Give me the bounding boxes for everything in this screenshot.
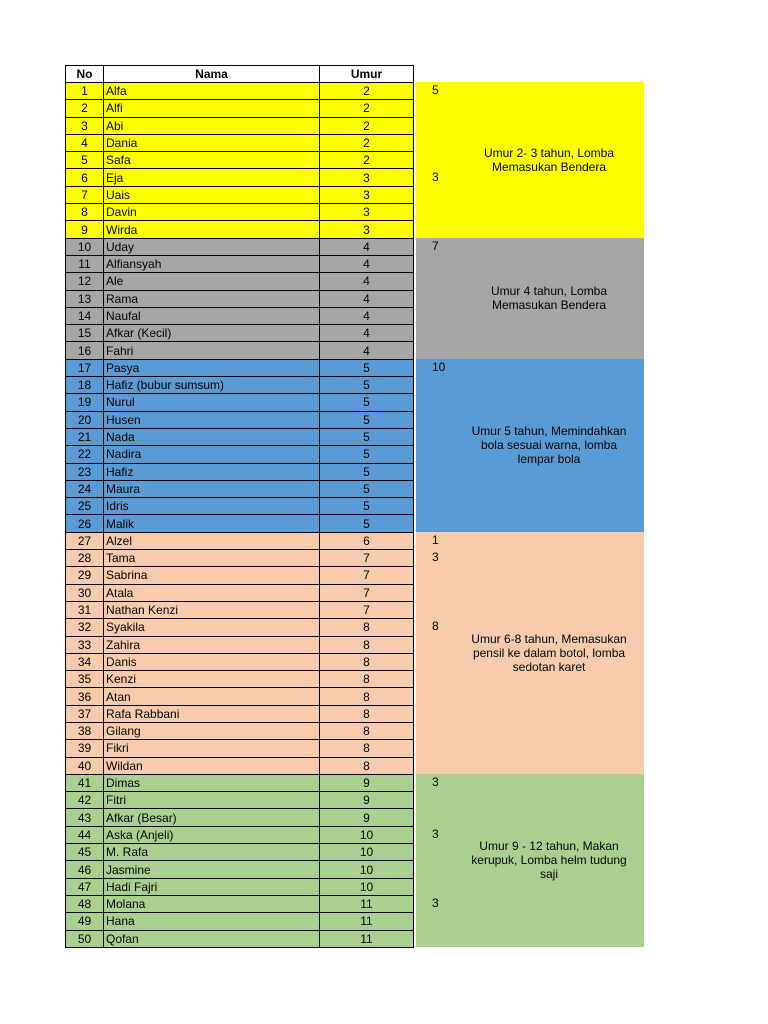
cell-no[interactable]: 14 — [66, 307, 104, 324]
cell-no[interactable]: 8 — [66, 204, 104, 221]
cell-name[interactable]: Hafiz — [104, 463, 320, 480]
cell-name[interactable]: Molana — [104, 895, 320, 912]
cell-age[interactable]: 4 — [320, 342, 414, 359]
cell-name[interactable]: Husen — [104, 411, 320, 428]
group-count: 3 — [432, 826, 439, 841]
table-row — [66, 550, 414, 567]
group-description: Umur 6-8 tahun, Memasukan pensil ke dalam botol, lomba sedotan karet — [471, 631, 627, 674]
table-row — [66, 567, 414, 584]
cell-age[interactable]: 2 — [320, 83, 414, 100]
cell-age[interactable]: 8 — [320, 757, 414, 774]
group-count: 7 — [432, 238, 439, 253]
cell-name[interactable]: Wildan — [104, 757, 320, 774]
cell-name[interactable]: Ale — [104, 273, 320, 290]
cell-age[interactable]: 5 — [320, 446, 414, 463]
cell-name[interactable]: Abi — [104, 117, 320, 134]
table-row — [66, 186, 414, 203]
cell-age[interactable]: 5 — [320, 480, 414, 497]
cell-age[interactable]: 4 — [320, 238, 414, 255]
cell-no[interactable]: 45 — [66, 844, 104, 861]
cell-age[interactable]: 8 — [320, 636, 414, 653]
table-row — [66, 601, 414, 618]
table-row — [66, 688, 414, 705]
participant-table — [65, 65, 414, 948]
group-count: 3 — [432, 169, 439, 184]
cell-name[interactable]: Qofan — [104, 930, 320, 947]
table-row — [66, 290, 414, 307]
table-row — [66, 411, 414, 428]
cell-age[interactable]: 8 — [320, 722, 414, 739]
cell-age[interactable]: 5 — [320, 515, 414, 532]
table-row — [66, 342, 414, 359]
cell-age[interactable]: 7 — [320, 601, 414, 618]
cell-no[interactable]: 23 — [66, 463, 104, 480]
group-description: Umur 9 - 12 tahun, Makan kerupuk, Lomba helm tudung saji — [471, 839, 627, 882]
group-block-yellow — [416, 82, 644, 238]
table-row — [66, 636, 414, 653]
cell-age[interactable]: 4 — [320, 255, 414, 272]
table-row — [66, 913, 414, 930]
table-row — [66, 844, 414, 861]
cell-name[interactable]: Kenzi — [104, 671, 320, 688]
table-row — [66, 325, 414, 342]
group-block-peach — [416, 532, 644, 774]
cell-name[interactable]: Uday — [104, 238, 320, 255]
cell-no[interactable]: 2 — [66, 100, 104, 117]
cell-no[interactable]: 46 — [66, 861, 104, 878]
cell-age[interactable]: 11 — [320, 913, 414, 930]
cell-age[interactable]: 7 — [320, 567, 414, 584]
cell-no[interactable]: 13 — [66, 290, 104, 307]
group-count: 10 — [432, 359, 446, 374]
group-count: 5 — [432, 83, 439, 97]
cell-age[interactable]: 8 — [320, 740, 414, 757]
cell-name[interactable]: Dimas — [104, 774, 320, 791]
cell-no[interactable]: 26 — [66, 515, 104, 532]
cell-age[interactable]: 11 — [320, 930, 414, 947]
cell-age[interactable]: 2 — [320, 117, 414, 134]
cell-age[interactable]: 2 — [320, 100, 414, 117]
cell-age[interactable]: 4 — [320, 290, 414, 307]
cell-name[interactable]: Hafiz (bubur sumsum) — [104, 377, 320, 394]
cell-name[interactable]: Alfi — [104, 100, 320, 117]
cell-age[interactable]: 10 — [320, 861, 414, 878]
cell-no[interactable]: 30 — [66, 584, 104, 601]
cell-no[interactable]: 25 — [66, 498, 104, 515]
cell-age[interactable]: 3 — [320, 204, 414, 221]
cell-name[interactable]: Naufal — [104, 307, 320, 324]
cell-no[interactable]: 35 — [66, 671, 104, 688]
cell-no[interactable]: 47 — [66, 878, 104, 895]
table-row — [66, 359, 414, 376]
cell-no[interactable]: 41 — [66, 774, 104, 791]
cell-no[interactable]: 42 — [66, 792, 104, 809]
cell-name[interactable]: M. Rafa — [104, 844, 320, 861]
cell-no[interactable]: 24 — [66, 480, 104, 497]
group-count: 1 — [432, 532, 439, 547]
table-row — [66, 83, 414, 100]
cell-no[interactable]: 18 — [66, 377, 104, 394]
cell-no[interactable]: 50 — [66, 930, 104, 947]
cell-name[interactable]: Uais — [104, 186, 320, 203]
table-row — [66, 722, 414, 739]
table-row — [66, 394, 414, 411]
cell-age[interactable]: 3 — [320, 186, 414, 203]
cell-name[interactable]: Hadi Fajri — [104, 878, 320, 895]
cell-age[interactable]: 8 — [320, 705, 414, 722]
cell-age[interactable]: 2 — [320, 134, 414, 151]
table-row — [66, 740, 414, 757]
cell-age[interactable]: 4 — [320, 325, 414, 342]
table-row — [66, 480, 414, 497]
group-description: Umur 5 tahun, Memindahkan bola sesuai warna, lomba lempar bola — [471, 424, 627, 467]
cell-name[interactable]: Wirda — [104, 221, 320, 238]
cell-age[interactable]: 9 — [320, 774, 414, 791]
cell-age[interactable]: 2 — [320, 152, 414, 169]
cell-no[interactable]: 4 — [66, 134, 104, 151]
table-row — [66, 152, 414, 169]
cell-no[interactable]: 1 — [66, 83, 104, 100]
group-block-blue — [416, 359, 644, 532]
cell-name[interactable]: Hana — [104, 913, 320, 930]
cell-no[interactable]: 15 — [66, 325, 104, 342]
cell-name[interactable]: Jasmine — [104, 861, 320, 878]
cell-name[interactable]: Safa — [104, 152, 320, 169]
cell-name[interactable]: Danis — [104, 653, 320, 670]
cell-name[interactable]: Aska (Anjeli) — [104, 826, 320, 843]
group-description: Umur 4 tahun, Lomba Memasukan Bendera — [490, 284, 608, 313]
table-row — [66, 826, 414, 843]
table-row — [66, 584, 414, 601]
cell-name[interactable]: Nadira — [104, 446, 320, 463]
group-panel — [416, 82, 644, 947]
cell-no[interactable]: 37 — [66, 705, 104, 722]
table-row — [66, 377, 414, 394]
cell-age[interactable]: 5 — [320, 463, 414, 480]
cell-no[interactable]: 7 — [66, 186, 104, 203]
table-row — [66, 134, 414, 151]
table-row — [66, 498, 414, 515]
table-row — [66, 204, 414, 221]
cell-age[interactable]: 11 — [320, 895, 414, 912]
cell-age[interactable]: 3 — [320, 169, 414, 186]
cell-name[interactable]: Tama — [104, 550, 320, 567]
table-row — [66, 532, 414, 549]
header-no: No — [66, 66, 104, 83]
cell-no[interactable]: 28 — [66, 550, 104, 567]
table-row — [66, 117, 414, 134]
table-row — [66, 463, 414, 480]
cell-name[interactable]: Afkar (Kecil) — [104, 325, 320, 342]
table-row — [66, 255, 414, 272]
cell-name[interactable]: Dania — [104, 134, 320, 151]
cell-no[interactable]: 5 — [66, 152, 104, 169]
cell-name[interactable]: Syakila — [104, 619, 320, 636]
cell-no[interactable]: 43 — [66, 809, 104, 826]
cell-name[interactable]: Davin — [104, 204, 320, 221]
cell-no[interactable]: 49 — [66, 913, 104, 930]
cell-age[interactable]: 10 — [320, 844, 414, 861]
table-row — [66, 515, 414, 532]
table-row — [66, 619, 414, 636]
table-row — [66, 653, 414, 670]
cell-name[interactable]: Atan — [104, 688, 320, 705]
table-row — [66, 100, 414, 117]
cell-name[interactable]: Gilang — [104, 722, 320, 739]
cell-age[interactable]: 3 — [320, 221, 414, 238]
cell-age[interactable]: 4 — [320, 307, 414, 324]
group-count: 3 — [432, 774, 439, 789]
cell-name[interactable]: Rama — [104, 290, 320, 307]
group-block-green — [416, 774, 644, 947]
cell-no[interactable]: 9 — [66, 221, 104, 238]
cell-name[interactable]: Zahira — [104, 636, 320, 653]
cell-age[interactable]: 4 — [320, 273, 414, 290]
cell-no[interactable]: 38 — [66, 722, 104, 739]
cell-no[interactable]: 31 — [66, 601, 104, 618]
cell-no[interactable]: 17 — [66, 359, 104, 376]
table-row — [66, 930, 414, 947]
table-row — [66, 705, 414, 722]
cell-name[interactable]: Pasya — [104, 359, 320, 376]
cell-name[interactable]: Alfa — [104, 83, 320, 100]
cell-age[interactable]: 7 — [320, 550, 414, 567]
cell-no[interactable]: 44 — [66, 826, 104, 843]
cell-no[interactable]: 3 — [66, 117, 104, 134]
header-name: Nama — [104, 66, 320, 83]
cell-age[interactable]: 5 — [320, 377, 414, 394]
cell-name[interactable]: Fitri — [104, 792, 320, 809]
cell-age[interactable]: 10 — [320, 826, 414, 843]
cell-no[interactable]: 21 — [66, 428, 104, 445]
cell-name[interactable]: Atala — [104, 584, 320, 601]
cell-age[interactable]: 6 — [320, 532, 414, 549]
table-row — [66, 307, 414, 324]
cell-age[interactable]: 8 — [320, 653, 414, 670]
cell-name[interactable]: Malik — [104, 515, 320, 532]
table-row — [66, 273, 414, 290]
cell-no[interactable]: 16 — [66, 342, 104, 359]
cell-no[interactable]: 11 — [66, 255, 104, 272]
cell-age[interactable]: 10 — [320, 878, 414, 895]
cell-name[interactable]: Alfiansyah — [104, 255, 320, 272]
group-block-gray — [416, 238, 644, 359]
table-row — [66, 428, 414, 445]
group-description: Umur 2- 3 tahun, Lomba Memasukan Bendera — [483, 145, 615, 174]
cell-no[interactable]: 27 — [66, 532, 104, 549]
cell-no[interactable]: 34 — [66, 653, 104, 670]
cell-age[interactable]: 8 — [320, 688, 414, 705]
cell-name[interactable]: Fahri — [104, 342, 320, 359]
table-row — [66, 169, 414, 186]
table-row — [66, 757, 414, 774]
cell-age[interactable]: 8 — [320, 619, 414, 636]
table-row — [66, 446, 414, 463]
cell-no[interactable]: 20 — [66, 411, 104, 428]
cell-name[interactable]: Sabrina — [104, 567, 320, 584]
cell-no[interactable]: 10 — [66, 238, 104, 255]
header-age: Umur — [320, 66, 414, 83]
cell-name[interactable]: Idris — [104, 498, 320, 515]
cell-no[interactable]: 6 — [66, 169, 104, 186]
cell-no[interactable]: 19 — [66, 394, 104, 411]
cell-age[interactable]: 9 — [320, 792, 414, 809]
cell-no[interactable]: 40 — [66, 757, 104, 774]
table-row — [66, 895, 414, 912]
cell-no[interactable]: 48 — [66, 895, 104, 912]
table-row — [66, 861, 414, 878]
cell-age[interactable]: 5 — [320, 394, 414, 411]
cell-name[interactable]: Eja — [104, 169, 320, 186]
cell-no[interactable]: 39 — [66, 740, 104, 757]
table-row — [66, 792, 414, 809]
cell-age[interactable]: 5 — [320, 411, 414, 428]
group-count: 8 — [432, 619, 439, 634]
cell-name[interactable]: Nada — [104, 428, 320, 445]
cell-name[interactable]: Nurul — [104, 394, 320, 411]
cell-no[interactable]: 32 — [66, 619, 104, 636]
group-count: 3 — [432, 896, 439, 911]
table-row — [66, 221, 414, 238]
table-row — [66, 774, 414, 791]
cell-age[interactable]: 5 — [320, 428, 414, 445]
cell-no[interactable]: 22 — [66, 446, 104, 463]
cell-age[interactable]: 8 — [320, 671, 414, 688]
cell-no[interactable]: 29 — [66, 567, 104, 584]
cell-age[interactable]: 7 — [320, 584, 414, 601]
cell-name[interactable]: Afkar (Besar) — [104, 809, 320, 826]
cell-name[interactable]: Rafa Rabbani — [104, 705, 320, 722]
cell-name[interactable]: Fikri — [104, 740, 320, 757]
cell-no[interactable]: 33 — [66, 636, 104, 653]
table-row — [66, 878, 414, 895]
cell-no[interactable]: 12 — [66, 273, 104, 290]
table-row — [66, 809, 414, 826]
cell-no[interactable]: 36 — [66, 688, 104, 705]
group-count: 3 — [432, 550, 439, 565]
cell-age[interactable]: 5 — [320, 359, 414, 376]
table-row — [66, 238, 414, 255]
cell-name[interactable]: Nathan Kenzi — [104, 601, 320, 618]
cell-name[interactable]: Maura — [104, 480, 320, 497]
cell-age[interactable]: 5 — [320, 498, 414, 515]
cell-age[interactable]: 9 — [320, 809, 414, 826]
table-row — [66, 671, 414, 688]
header-row — [66, 66, 414, 83]
cell-name[interactable]: Alzel — [104, 532, 320, 549]
